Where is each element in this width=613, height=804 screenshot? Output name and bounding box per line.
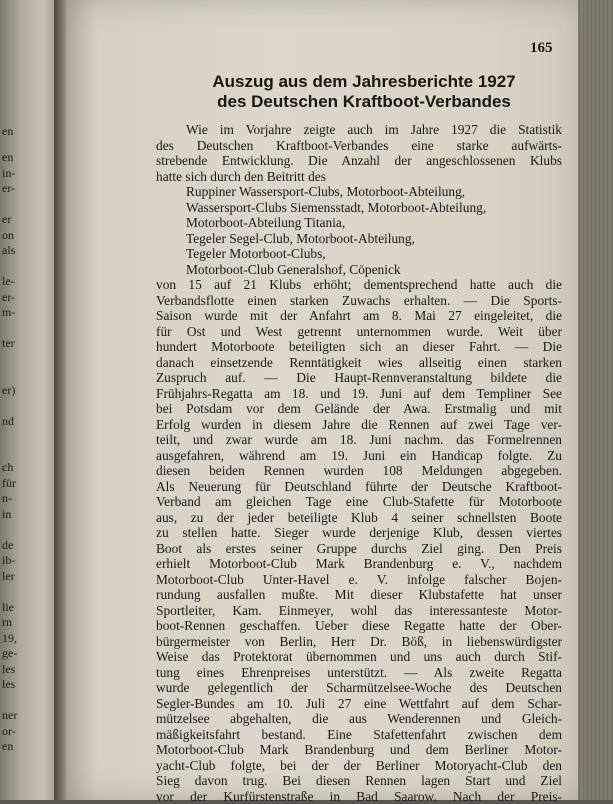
text-line: Als Neuerung für Deutschland führte der Deutsche Kraftboot- — [156, 479, 562, 495]
text-line: hatte sich durch den Beitritt des — [156, 169, 562, 185]
text-line: rundung ausfallen mußte. Mit dieser Klubstafette hat unser — [156, 587, 562, 603]
facing-page-fragment: de — [2, 538, 13, 553]
text-line: aus, zu der jeder beteiligte Klub 4 seiner schnellsten Boote — [156, 510, 562, 526]
title-line-1: Auszug aus dem Jahresberichte 1927 — [204, 72, 524, 92]
text-line: Tegeler Motorboot-Clubs, — [156, 246, 562, 262]
text-line: Tegeler Segel-Club, Motorboot-Abteilung, — [156, 231, 562, 247]
text-line: diesen beiden Rennen wurden 108 Meldungen abgegeben. — [156, 463, 562, 479]
facing-page-fragment: ib- — [2, 553, 15, 568]
text-line: Motorboot-Club Generalshof, Cöpenick — [156, 262, 562, 278]
text-line: bürgermeister von Berlin, Herr Dr. Böß, in liebenswürdigster — [156, 634, 562, 650]
body-text — [156, 122, 562, 804]
text-line: Sportleiter, Kam. Einmeyer, wohl das interessanteste Motor- — [156, 603, 562, 619]
facing-page-fragment: ter — [2, 336, 15, 351]
text-line: mützelsee abgehalten, die aus Wenderennen und Gleich- — [156, 711, 562, 727]
text-line: Verband am gleichen Tage eine Club-Stafette für Motorboote — [156, 494, 562, 510]
facing-page-fragment: en — [2, 124, 13, 139]
text-line: Frühjahrs-Regatta am 18. und 19. Juni auf dem Templiner See — [156, 386, 562, 402]
text-line: hundert Motorboote beteiligten sich an dieser Fahrt. — Die — [156, 339, 562, 355]
facing-page-fragment: on — [2, 228, 14, 243]
facing-page-fragment: ge- — [2, 646, 17, 661]
text-line: Ruppiner Wassersport-Clubs, Motorboot-Abteilung, — [156, 184, 562, 200]
book-page — [66, 0, 586, 800]
text-line: Motorboot-Club Unter-Havel e. V. infolge falscher Bojen- — [156, 572, 562, 588]
facing-page-fragment: les — [2, 677, 15, 692]
page-number: 165 — [530, 40, 553, 57]
text-line: Saison wurde mit der Anfahrt am 8. Mai 27 eingeleitet, die — [156, 308, 562, 324]
facing-page-fragment: les — [2, 662, 15, 677]
text-line: Motorboot-Club Mark Brandenburg und dem Berliner Motor- — [156, 742, 562, 758]
facing-page-fragment: rn — [2, 615, 12, 630]
facing-page-fragment: 19, — [2, 631, 17, 646]
text-line: Erfolg wurden in diesem Jahre die Rennen auf zwei Tage ver- — [156, 417, 562, 433]
facing-page-fragment: ler — [2, 569, 15, 584]
facing-page-fragment: er- — [2, 290, 15, 305]
facing-page-fragment: n- — [2, 491, 12, 506]
facing-page-fragment: m- — [2, 305, 15, 320]
text-line: des Deutschen Kraftboot-Verbandes eine starke aufwärts- — [156, 138, 562, 154]
facing-page-fragment: le- — [2, 274, 15, 289]
facing-page-fragment: lie — [2, 600, 14, 615]
text-line: vor der Kurfürstenstraße in Bad Saarow. Nach der Preis- — [156, 789, 562, 804]
text-line: ausgefahren, während am 19. Juni ein Handicap folgte. Zu — [156, 448, 562, 464]
text-line: Boot als erstes seiner Gruppe durchs Ziel ging. Den Preis — [156, 541, 562, 557]
text-line: bei Potsdam vor dem Gelände der Awa. Erstmalig und mit — [156, 401, 562, 417]
text-line: erhielt Motorboot-Club Mark Brandenburg e. V., nachdem — [156, 556, 562, 572]
facing-page-fragment: er- — [2, 181, 15, 196]
facing-page-fragment: er — [2, 212, 11, 227]
text-line: Wie im Vorjahre zeigte auch im Jahre 1927 die Statistik — [156, 122, 562, 138]
text-line: Verbandsflotte einen starken Zuwachs erhalten. — Die Sports- — [156, 293, 562, 309]
facing-page-fragment: als — [2, 243, 15, 258]
text-line: zu stellen hatte. Sieger wurde derjenige Klub, dessen viertes — [156, 525, 562, 541]
text-line: Wassersport-Clubs Siemensstadt, Motorboot-Abteilung, — [156, 200, 562, 216]
text-line: danach einsetzende Renntätigkeit wies allseitig einen starken — [156, 355, 562, 371]
text-line: wurde gelegentlich der Scharmützelsee-Woche des Deutschen — [156, 680, 562, 696]
text-line: teilt, und zwar wurde am 18. Juni nachm. das Formelrennen — [156, 432, 562, 448]
facing-page — [0, 0, 54, 800]
facing-page-fragment: or- — [2, 724, 16, 739]
facing-page-fragment: in — [2, 507, 11, 522]
facing-page-fragment: ner — [2, 708, 17, 723]
text-line: Sieg davon trug. Bei diesen Rennen lagen Start und Ziel — [156, 773, 562, 789]
text-line: für Ost und West getrennt unternommen wurde. Weit über — [156, 324, 562, 340]
title-line-2: des Deutschen Kraftboot-Verbandes — [204, 92, 524, 112]
page-title — [204, 72, 524, 112]
facing-page-fragment: in- — [2, 166, 15, 181]
text-line: Weise das Protektorat übernommen und uns auch durch Stif- — [156, 649, 562, 665]
text-line: strebende Entwicklung. Die Anzahl der angeschlossenen Klubs — [156, 153, 562, 169]
text-line: Motorboot-Abteilung Titania, — [156, 215, 562, 231]
facing-page-fragment: en — [2, 739, 13, 754]
facing-page-fragment: ch — [2, 460, 13, 475]
text-line: yacht-Club folgte, bei der der Berliner Motoryacht-Club den — [156, 758, 562, 774]
text-line: tung eines Ehrenpreises unterstützt. — Als zweite Regatta — [156, 665, 562, 681]
facing-page-fragment: für — [2, 476, 16, 491]
page-edges — [578, 0, 613, 800]
text-line: von 15 auf 21 Klubs erhöht; dementsprechend hatte auch die — [156, 277, 562, 293]
text-line: boot-Rennen geschaffen. Ueber diese Regatte hatte der Ober- — [156, 618, 562, 634]
text-line: Segler-Bundes am 10. Juli 27 eine Wettfahrt auf dem Schar- — [156, 696, 562, 712]
text-line: mäßigkeitsfahrt bestand. Eine Stafettenfahrt zwischen dem — [156, 727, 562, 743]
facing-page-fragment: nd — [2, 414, 14, 429]
text-line: Zuspruch auf. — Die Haupt-Rennveranstaltung bildete die — [156, 370, 562, 386]
facing-page-fragment: er) — [2, 383, 15, 398]
facing-page-fragment: en — [2, 150, 13, 165]
